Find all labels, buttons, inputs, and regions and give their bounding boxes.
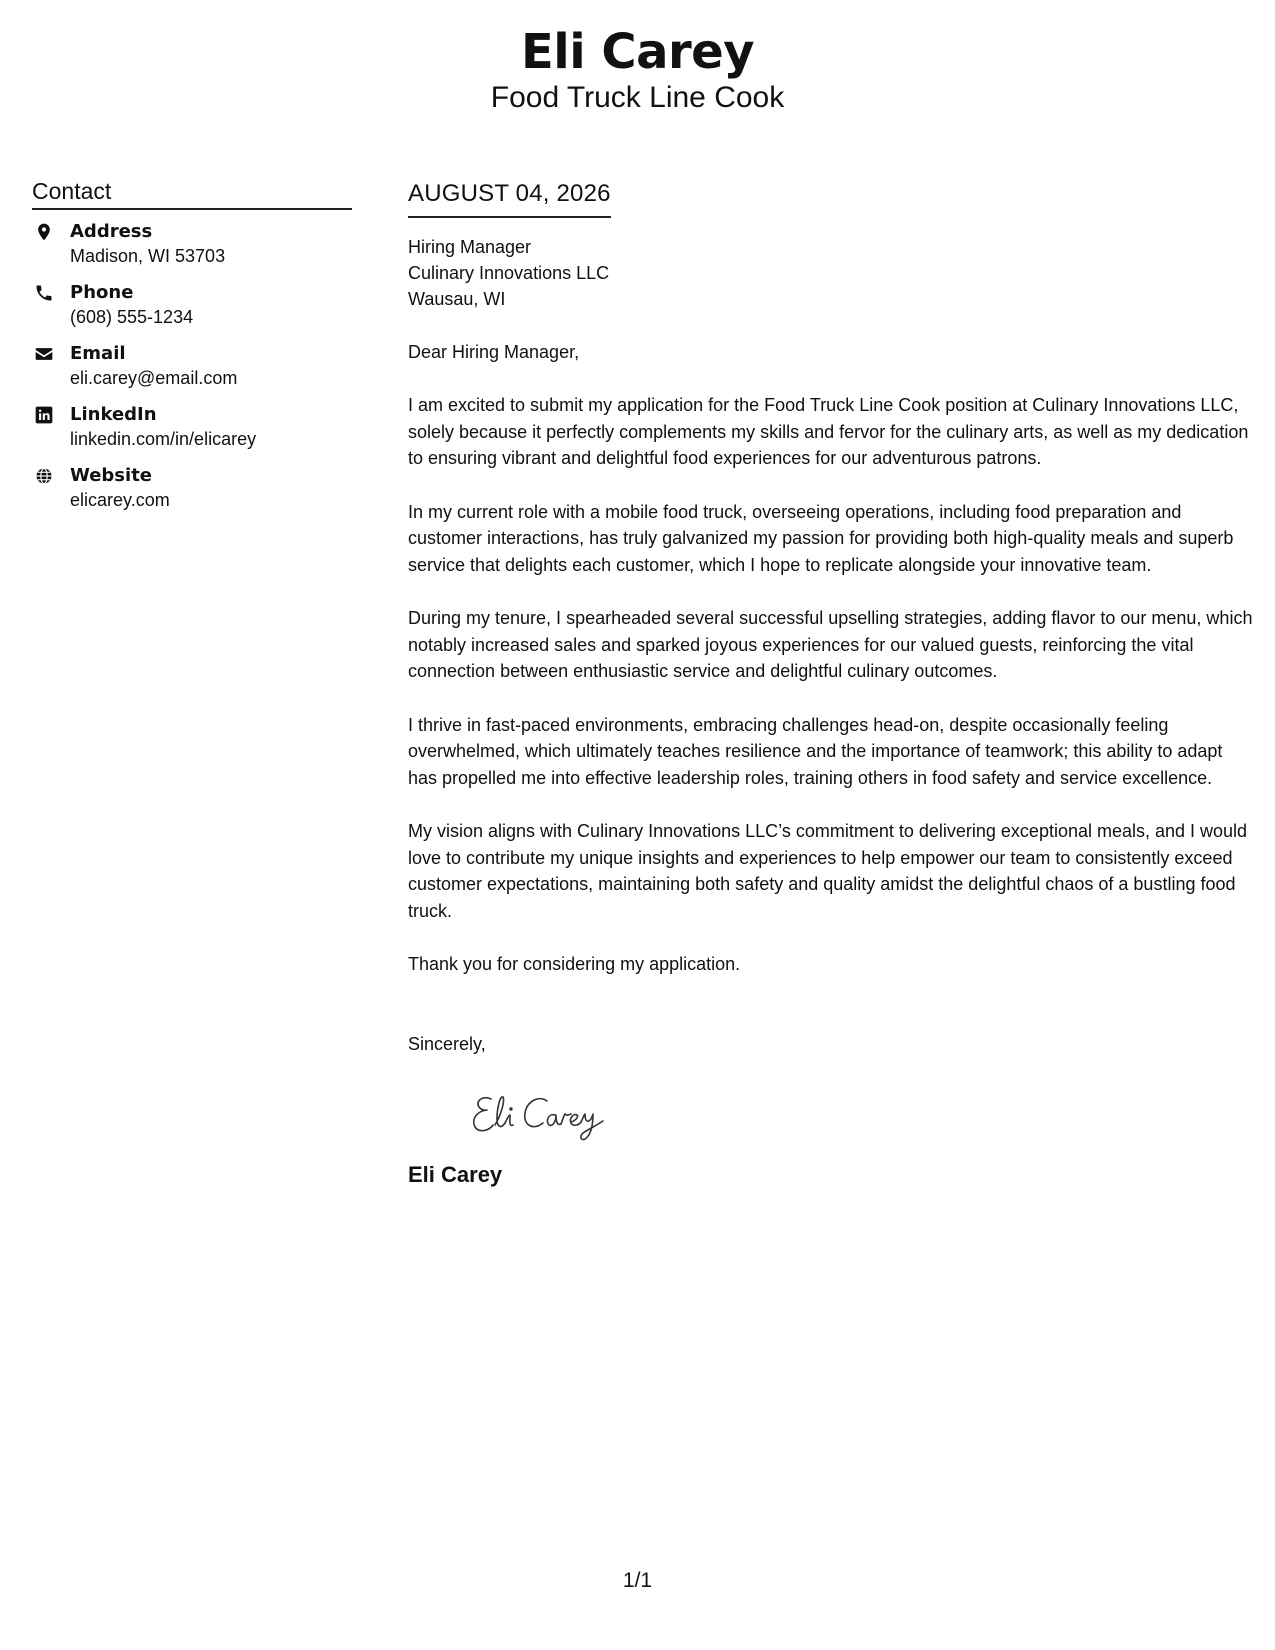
contact-phone <box>32 281 352 329</box>
contact-sidebar <box>32 176 352 525</box>
globe-icon <box>34 466 54 486</box>
contact-label: Phone <box>70 282 134 303</box>
job-title: Food Truck Line Cook <box>490 81 785 114</box>
body-paragraph: In my current role with a mobile food truck, overseeing operations, including food preparation and customer interactions, has truly galvanized my passion for providing both high-quality meals and superb service that delights each customer, which I hope to replicate alongside your innovative team. <box>408 501 1234 575</box>
recipient-name: Hiring Manager <box>408 237 532 257</box>
recipient-company: Culinary Innovations LLC <box>408 263 610 283</box>
signoff: Sincerely, <box>408 1034 486 1054</box>
contact-linkedin <box>32 403 352 451</box>
body-paragraph: I am excited to submit my application for the Food Truck Line Cook position at Culinary Innovations LLC, solely because it perfectly complements my skills and fervor for the culinary arts, as well as my dedication to ensuring vibrant and delightful food experiences for our adventurous patrons. <box>408 395 1249 468</box>
map-pin-icon <box>34 222 54 242</box>
contact-address <box>32 220 352 268</box>
contact-value: linkedin.com/in/elicarey <box>70 429 257 449</box>
letter-header <box>0 22 1275 116</box>
contact-label: Website <box>70 465 153 486</box>
signer-name: Eli Carey <box>408 1162 503 1187</box>
contact-website <box>32 464 352 512</box>
contact-label: Address <box>70 221 153 242</box>
body-paragraph: During my tenure, I spearheaded several successful upselling strategies, adding flavor to our menu, which notably increased sales and sparked joyous experiences for our valued guests, reinforcing the vital connection between enthusiastic service and delightful culinary outcomes. <box>408 608 1253 681</box>
closing-text: Thank you for considering my application. <box>408 954 741 974</box>
contact-email <box>32 342 352 390</box>
body-paragraph: I thrive in fast-paced environments, embracing challenges head-on, despite occasionally feeling overwhelmed, which ultimately teaches resilience and the importance of teamwork; this ability to adapt has propelled me into effective leadership roles, training others in food safety and service excellence. <box>408 714 1223 788</box>
recipient-location: Wausau, WI <box>408 289 506 309</box>
contact-value: (608) 555-1234 <box>70 307 194 327</box>
handwritten-signature <box>463 1085 633 1145</box>
letter-body <box>408 178 1253 1189</box>
letter-date: AUGUST 04, 2026 <box>408 178 611 218</box>
contact-label: Email <box>70 343 126 364</box>
contact-value: Madison, WI 53703 <box>70 246 226 266</box>
body-paragraph: My vision aligns with Culinary Innovations LLC’s commitment to delivering exceptional meals, and I would love to contribute my unique insights and experiences to help empower our team to consistently exceed customer expectations, maintaining both safety and quality amidst the delightful chaos of a bustling food truck. <box>408 821 1248 921</box>
linkedin-icon <box>34 405 54 425</box>
recipient-block <box>408 234 1253 312</box>
envelope-icon <box>34 344 54 364</box>
phone-icon <box>34 283 54 303</box>
contact-label: LinkedIn <box>70 404 157 425</box>
page-number: 1/1 <box>622 1569 653 1592</box>
contact-value: elicarey.com <box>70 490 170 510</box>
contact-value: eli.carey@email.com <box>70 368 238 388</box>
greeting: Dear Hiring Manager, <box>408 342 580 362</box>
contact-heading: Contact <box>32 176 352 210</box>
applicant-name: Eli Carey <box>520 24 755 80</box>
